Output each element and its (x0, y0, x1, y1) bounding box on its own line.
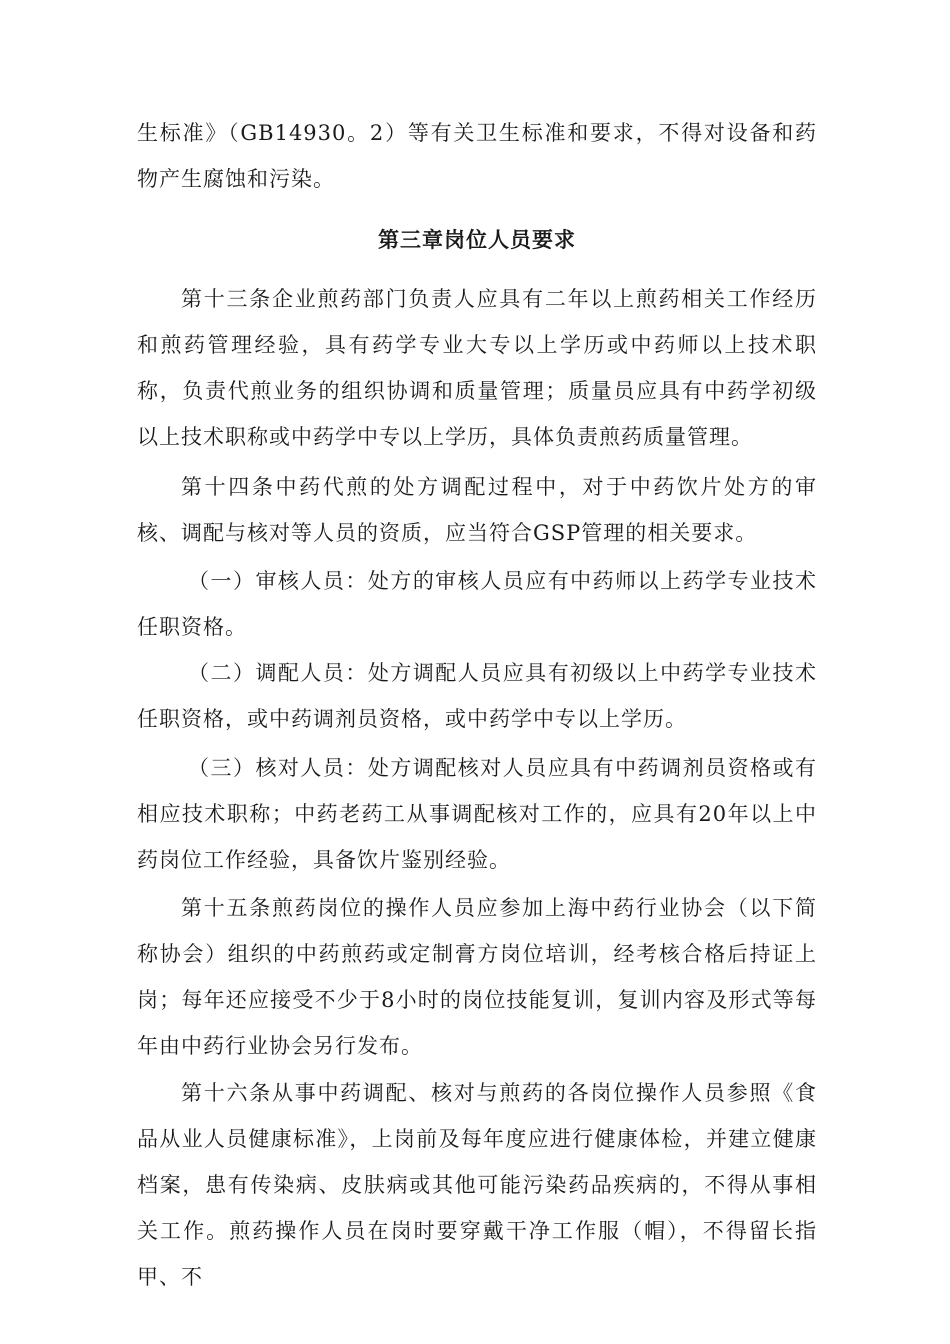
continuation-paragraph: 生标准》（GB14930。2）等有关卫生标准和要求，不得对设备和药物产生腐蚀和污染。 (137, 121, 817, 191)
article-16-paragraph: 第十六条从事中药调配、核对与煎药的各岗位操作人员参照《食品从业人员健康标准》，上岗前及每年度应进行健康体检，并建立健康档案，患有传染病、皮肤病或其他可能污染药品疾病的，不得从事相关工作。煎药操作人员在岗时要穿戴干净工作服（帽），不得留长指甲、不 (137, 1081, 817, 1289)
article-14-paragraph: 第十四条中药代煎的处方调配过程中，对于中药饮片处方的审核、调配与核对等人员的资质，应当符合GSP管理的相关要求。 (137, 475, 817, 545)
item-checker-paragraph: （三）核对人员：处方调配核对人员应具有中药调剂员资格或有相应技术职称；中药老药工从事调配核对工作的，应具有20年以上中药岗位工作经验，具备饮片鉴别经验。 (137, 756, 817, 872)
article-15-paragraph: 第十五条煎药岗位的操作人员应参加上海中药行业协会（以下简称协会）组织的中药煎药或定制膏方岗位培训，经考核合格后持证上岗；每年还应接受不少于8小时的岗位技能复训，复训内容及形式等每年由中药行业协会另行发布。 (137, 896, 817, 1058)
article-13-paragraph: 第十三条企业煎药部门负责人应具有二年以上煎药相关工作经历和煎药管理经验，具有药学专业大专以上学历或中药师以上技术职称，负责代煎业务的组织协调和质量管理；质量员应具有中药学初级以上技术职称或中药学中专以上学历，具体负责煎药质量管理。 (137, 287, 817, 449)
item-reviewer-paragraph: （一）审核人员：处方的审核人员应有中药师以上药学专业技术任职资格。 (137, 569, 817, 639)
chapter-heading: 第三章岗位人员要求 (378, 227, 576, 252)
item-dispenser-paragraph: （二）调配人员：处方调配人员应具有初级以上中药学专业技术任职资格，或中药调剂员资格，或中药学中专以上学历。 (137, 661, 817, 731)
